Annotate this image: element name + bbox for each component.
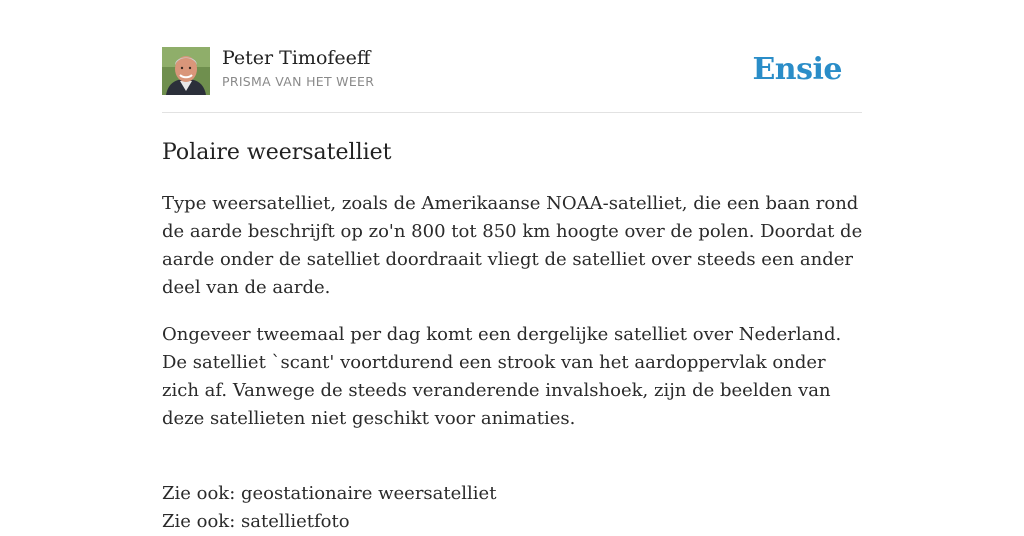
author-name[interactable]: Peter Timofeeff bbox=[222, 47, 371, 69]
author-avatar[interactable] bbox=[162, 47, 210, 95]
article-paragraph-1: Type weersatelliet, zoals de Amerikaanse NOAA-satelliet, die een baan rond de aarde beschrijft op zo'n 800 tot 850 km hoogte over de polen. Doordat de aarde onder de satelliet doordraait vliegt de satelliet over steeds een ander deel van de aarde. bbox=[162, 193, 863, 298]
article-title: Polaire weersatelliet bbox=[162, 140, 392, 165]
paragraph-spacer bbox=[162, 452, 866, 480]
article-paragraph-2: Ongeveer tweemaal per dag komt een dergelijke satelliet over Nederland. De satelliet `scant' voortdurend een strook van het aardoppervlak onder zich af. Vanwege de steeds veranderende invalshoek, zijn de beelden van deze satellieten niet geschikt voor animaties. bbox=[162, 324, 842, 429]
article-body bbox=[162, 190, 866, 536]
see-also-link-geostationary[interactable]: Zie ook: geostationaire weersatelliet bbox=[162, 483, 497, 504]
author-source[interactable]: PRISMA VAN HET WEER bbox=[222, 74, 375, 89]
ensie-logo[interactable]: Ensie bbox=[752, 52, 842, 87]
content-column bbox=[162, 0, 863, 532]
see-also-link-satellite-photo[interactable]: Zie ook: satellietfoto bbox=[162, 511, 350, 532]
header bbox=[162, 0, 862, 113]
avatar-portrait-icon bbox=[162, 47, 210, 95]
